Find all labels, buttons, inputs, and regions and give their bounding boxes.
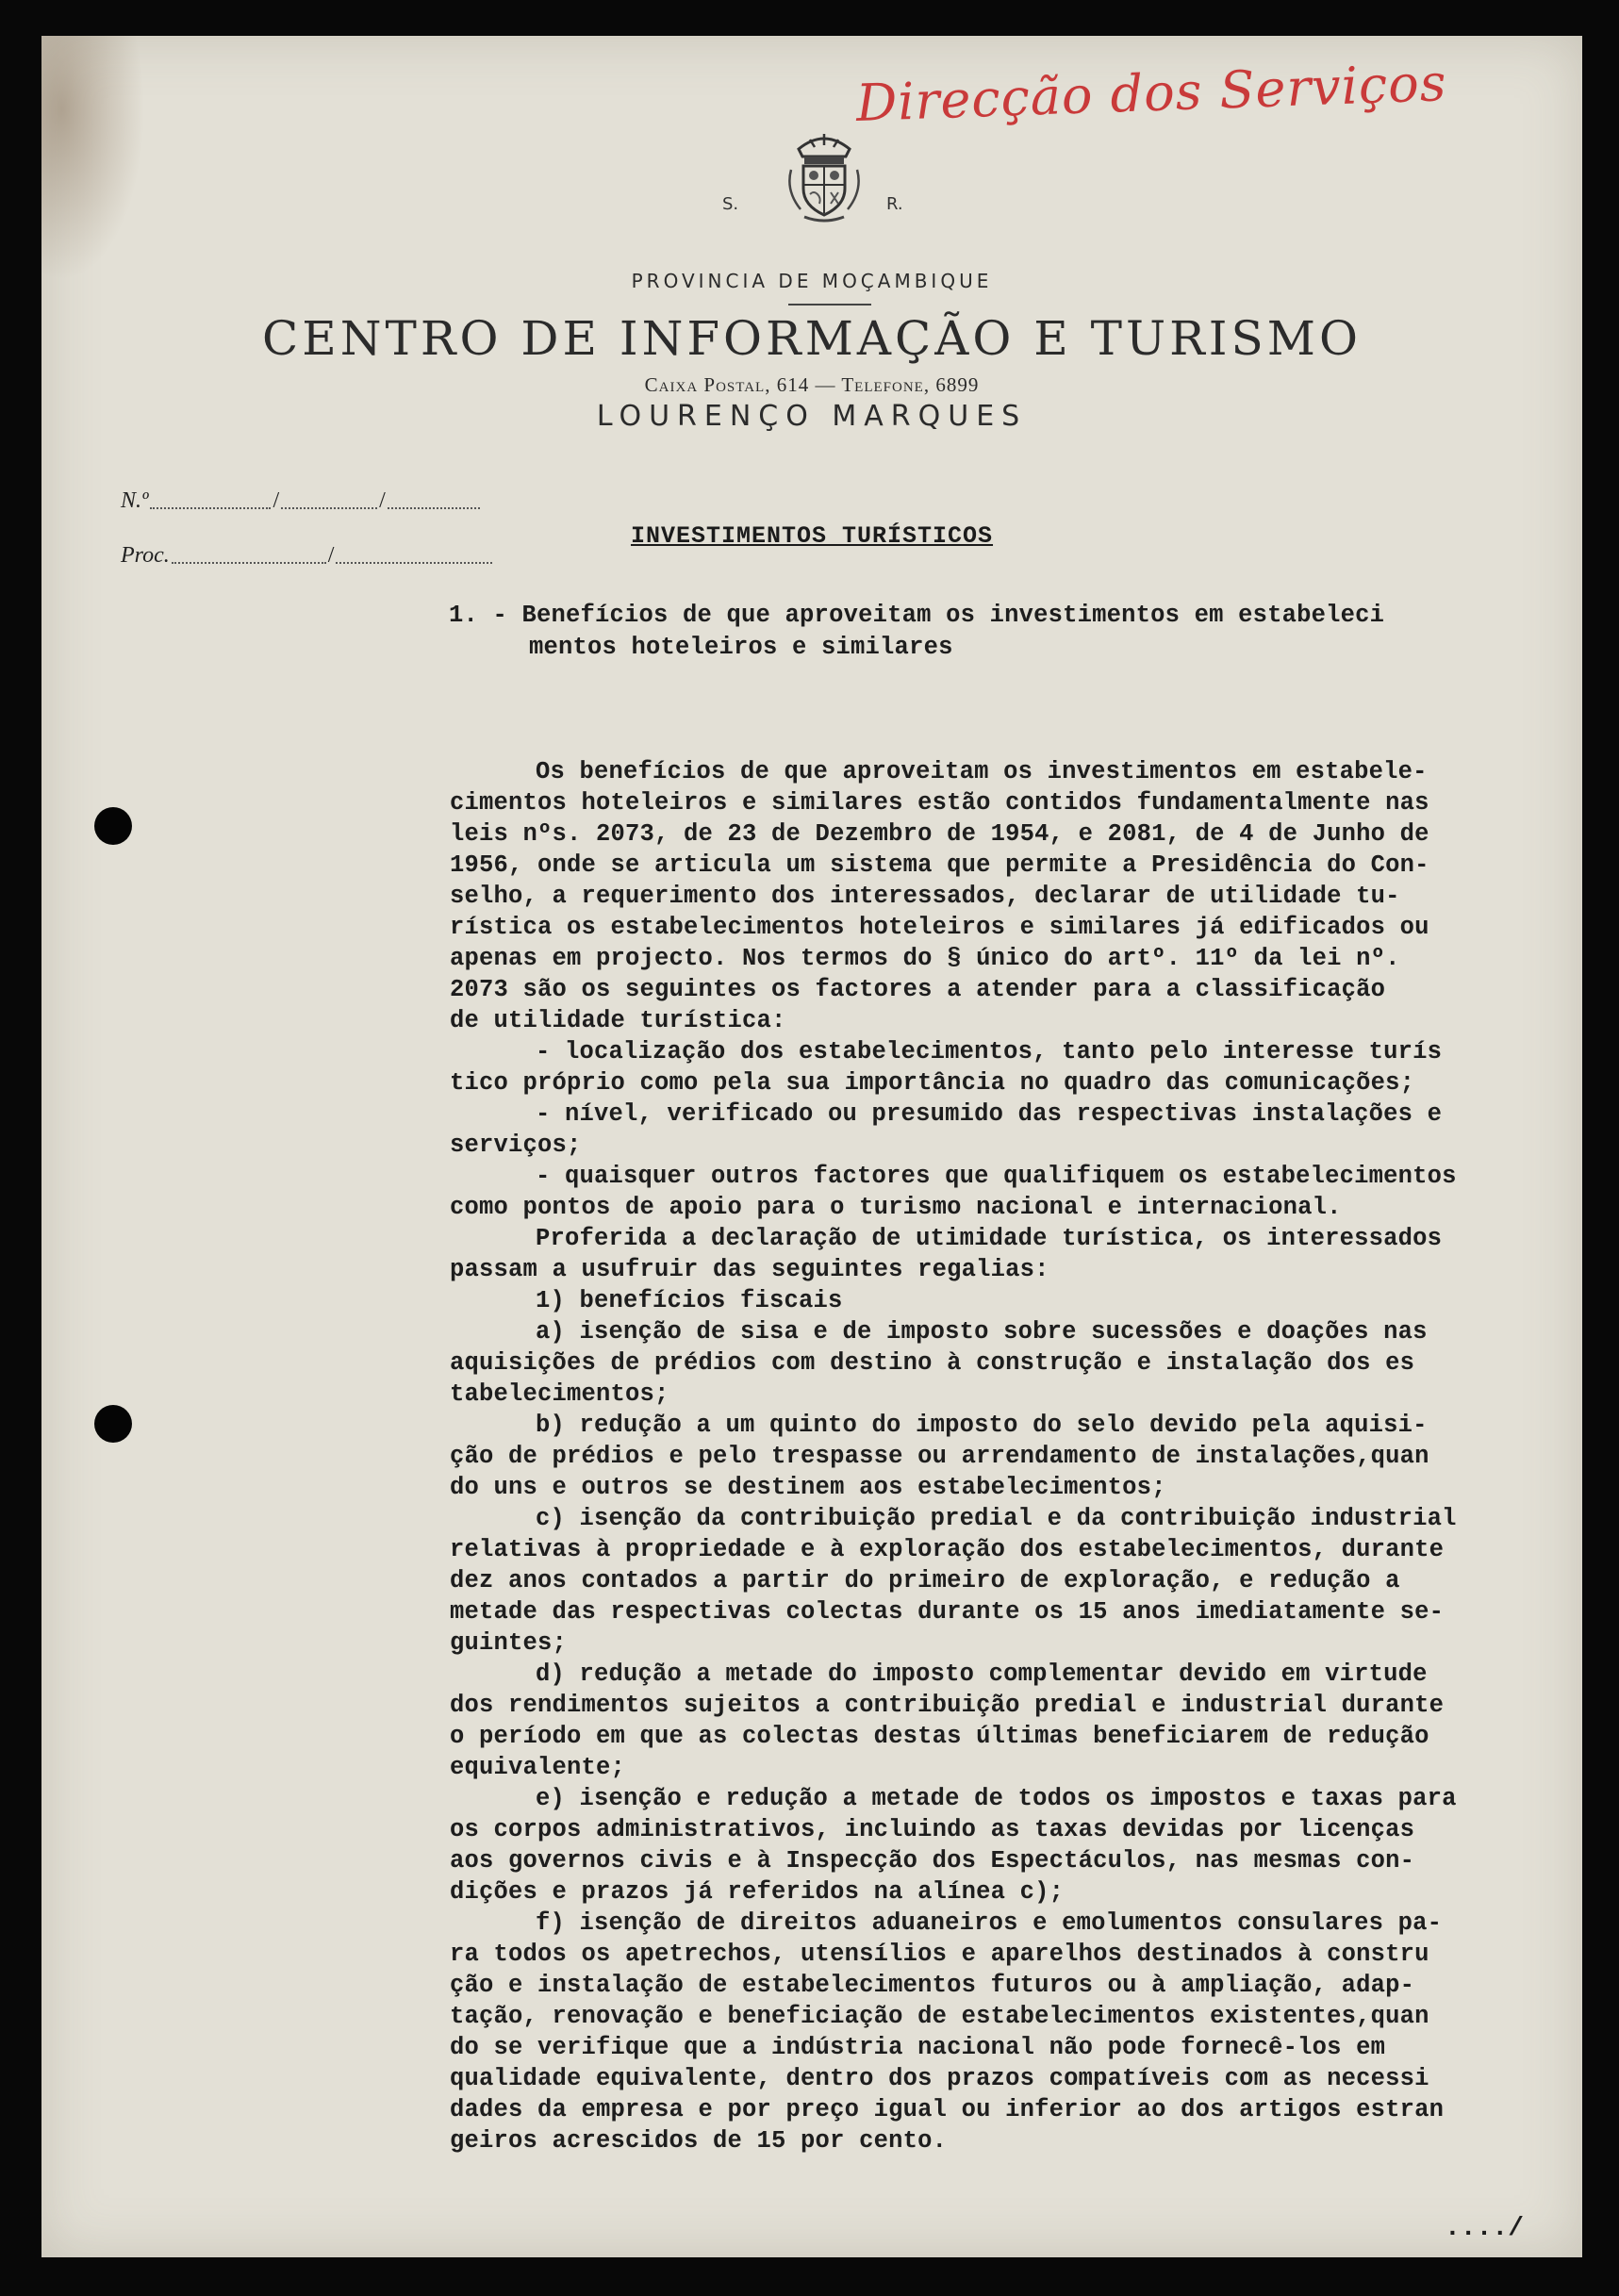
reference-number-blank (150, 506, 271, 509)
reference-proc-blank (172, 561, 326, 564)
body-line: 1956, onde se articula um sistema que permite a Presidência do Con- (450, 851, 1429, 879)
body-line: tação, renovação e beneficiação de estabelecimentos existentes,quan (450, 2003, 1429, 2030)
body-line: como pontos de apoio para o turismo nacional e internacional. (450, 1194, 1342, 1221)
body-line: Os benefícios de que aproveitam os investimentos em estabele- (536, 758, 1428, 785)
body-line: aquisições de prédios com destino à construção e instalação dos es (450, 1349, 1415, 1377)
letterhead-divider (788, 304, 871, 306)
body-line: f) isenção de direitos aduaneiros e emolumentos consulares pa- (536, 1909, 1443, 1937)
handwritten-annotation: Direcção dos Serviços (854, 53, 1448, 133)
letterhead-initial-right: R. (886, 194, 903, 214)
body-line: dades da empresa e por preço igual ou inferior ao dos artigos estran (450, 2096, 1445, 2123)
reference-separator: / (327, 543, 335, 568)
body-line: passam a usufruir das seguintes regalias: (450, 1256, 1049, 1283)
reference-number-label: N.º (121, 488, 149, 513)
reference-proc-label: Proc. (121, 543, 170, 568)
punch-hole (94, 807, 132, 845)
body-line: tabelecimentos; (450, 1380, 669, 1408)
body-line: os corpos administrativos, incluindo as taxas devidas por licenças (450, 1816, 1415, 1843)
body-line: - nível, verificado ou presumido das respectivas instalações e (536, 1100, 1443, 1128)
body-line: tico próprio como pela sua importância no quadro das comunicações; (450, 1069, 1415, 1097)
reference-number-blank (388, 506, 480, 509)
body-line: c) isenção da contribuição predial e da contribuição industrial (536, 1505, 1457, 1532)
document-page (41, 36, 1582, 2257)
section-heading-line: mentos hoteleiros e similares (529, 634, 953, 661)
body-line: aos governos civis e à Inspecção dos Espectáculos, nas mesmas con- (450, 1847, 1415, 1875)
document-title: INVESTIMENTOS TURÍSTICOS (630, 522, 994, 550)
body-line: dez anos contados a partir do primeiro de exploração, e redução a (450, 1567, 1400, 1594)
punch-hole (94, 1405, 132, 1443)
reference-separator: / (379, 488, 386, 513)
reference-proc-blank (336, 561, 492, 564)
coat-of-arms-icon (772, 123, 876, 226)
letterhead-contact: Caixa Postal, 614 — Telefone, 6899 (644, 373, 980, 396)
body-line: leis nºs. 2073, de 23 de Dezembro de 1954, e 2081, de 4 de Junho de (450, 820, 1429, 848)
body-line: Proferida a declaração de utimidade turística, os interessados (536, 1225, 1443, 1252)
body-line: rística os estabelecimentos hoteleiros e similares já edificados ou (450, 914, 1429, 941)
body-line: relativas à propriedade e à exploração dos estabelecimentos, durante (450, 1536, 1445, 1563)
reference-number-field (121, 488, 482, 514)
body-line: d) redução a metade do imposto complementar devido em virtude (536, 1660, 1428, 1688)
body-line: cimentos hoteleiros e similares estão contidos fundamentalmente nas (450, 789, 1429, 817)
body-line: - quaisquer outros factores que qualifiquem os estabelecimentos (536, 1163, 1457, 1190)
reference-number-blank (281, 506, 377, 509)
body-line: a) isenção de sisa e de imposto sobre sucessões e doações nas (536, 1318, 1428, 1346)
body-line: selho, a requerimento dos interessados, declarar de utilidade tu- (450, 883, 1400, 910)
reference-separator: / (273, 488, 280, 513)
body-line: 1) benefícios fiscais (536, 1287, 843, 1314)
page-continuation-mark: ..../ (1445, 2214, 1525, 2243)
body-line: - localização dos estabelecimentos, tanto pelo interesse turís (536, 1038, 1443, 1065)
letterhead-province: PROVINCIA DE MOÇAMBIQUE (631, 270, 993, 292)
body-line: 2073 são os seguintes os factores a atender para a classificação (450, 976, 1386, 1003)
body-line: o período em que as colectas destas últimas beneficiarem de redução (450, 1723, 1429, 1750)
body-line: ção de prédios e pelo trespasse ou arrendamento de instalações,quan (450, 1443, 1429, 1470)
body-line: e) isenção e redução a metade de todos os impostos e taxas para (536, 1785, 1457, 1812)
body-line: do se verifique que a indústria nacional não pode fornecê-los em (450, 2034, 1386, 2061)
body-line: guintes; (450, 1629, 568, 1657)
section-heading-line: 1. - Benefícios de que aproveitam os investimentos em estabeleci (449, 602, 1385, 629)
body-line: serviços; (450, 1131, 582, 1159)
body-line: dições e prazos já referidos na alínea c); (450, 1878, 1065, 1906)
body-line: apenas em projecto. Nos termos do § único do artº. 11º da lei nº. (450, 945, 1400, 972)
letterhead-city: LOURENÇO MARQUES (596, 400, 1028, 433)
body-line: ra todos os apetrechos, utensílios e aparelhos destinados à constru (450, 1941, 1429, 1968)
body-line: metade das respectivas colectas durante os 15 anos imediatamente se- (450, 1598, 1445, 1626)
body-line: qualidade equivalente, dentro dos prazos compatíveis com as necessi (450, 2065, 1429, 2092)
body-line: equivalente; (450, 1754, 626, 1781)
body-line: b) redução a um quinto do imposto do selo devido pela aquisi- (536, 1412, 1428, 1439)
letterhead-office-name: CENTRO DE INFORMAÇÃO E TURISMO (262, 311, 1362, 366)
body-line: geiros acrescidos de 15 por cento. (450, 2127, 948, 2155)
body-line: ção e instalação de estabelecimentos futuros ou à ampliação, adap- (450, 1972, 1415, 1999)
body-line: de utilidade turística: (450, 1007, 786, 1034)
body-line: do uns e outros se destinem aos estabelecimentos; (450, 1474, 1166, 1501)
letterhead-initial-left: S. (722, 194, 739, 214)
body-line: dos rendimentos sujeitos a contribuição predial e industrial durante (450, 1692, 1445, 1719)
